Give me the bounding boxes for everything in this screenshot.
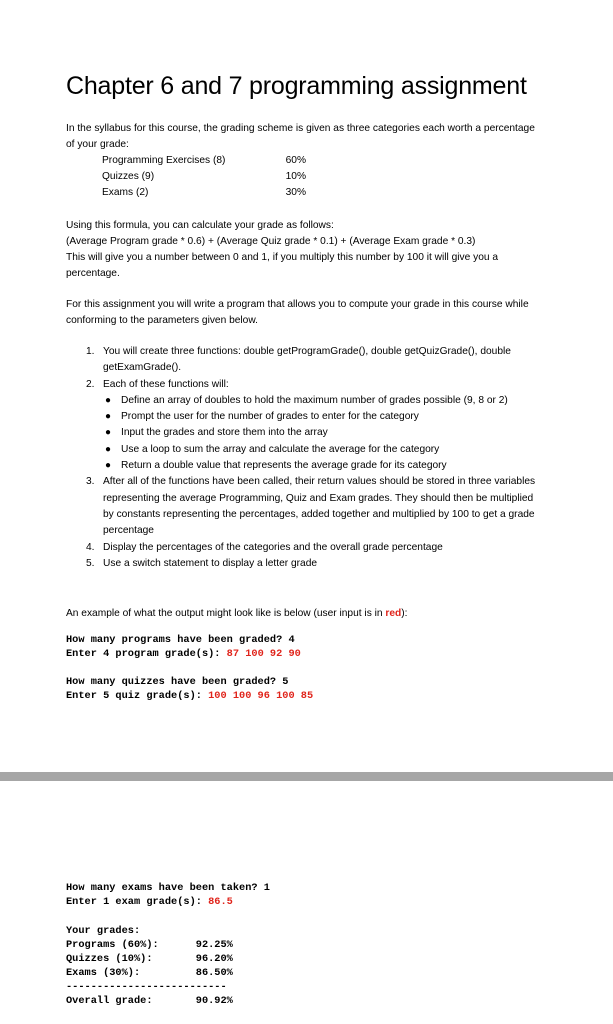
list-item-text: You will create three functions: double getProgramGrade(), double getQuizGrade(), double getExamGrade(). [103,346,511,374]
sub-list-item [103,393,546,409]
list-item-text: Each of these functions will: [103,378,229,390]
output-prompt: Enter 5 quiz grade(s): [66,690,209,702]
output-line: Programs (60%): 92.25% [66,939,233,951]
sub-list [103,393,546,474]
list-number: 3. [86,476,95,488]
bullet-icon: ● [105,411,112,423]
user-input: 86.5 [208,896,233,908]
sub-item-text: Prompt the user for the number of grades to enter for the category [121,411,419,423]
sample-output-programs [66,633,301,661]
list-number: 1. [86,346,95,357]
list-item-text: After all of the functions have been called, their return values should be stored in three variables representing the average Programming, Quiz and Exam grades. They should then be multiplied by constants representing the percentages, added together and multiplied by 100 to get a grade percentage [103,476,536,537]
formula-paragraph [66,218,546,282]
sub-list-item [103,458,546,474]
example-text: An example of what the output might look like is below (user input is in [66,608,386,619]
output-line: Quizzes (10%): 96.20% [66,953,233,965]
bullet-icon: ● [105,394,112,406]
list-item [66,540,546,556]
output-line: How many programs have been graded? 4 [66,634,295,646]
formula-line: This will give you a number between 0 and 1, if you multiply this number by 100 it will give you a percentage. [66,252,499,279]
grade-weights-table [102,153,306,201]
example-text-end: ): [401,608,408,619]
output-line [66,895,270,909]
list-number: 5. [86,557,95,569]
list-item [66,377,546,475]
list-item [66,344,546,377]
bullet-icon: ● [105,427,112,439]
sample-output-exams [66,881,270,909]
list-item [66,556,546,572]
weight-row [102,185,306,201]
weight-percent: 60% [285,155,306,166]
weight-category: Quizzes (9) [102,171,155,182]
requirements-list [66,344,546,572]
output-line: How many exams have been taken? 1 [66,882,270,894]
bullet-icon: ● [105,460,112,472]
user-input: 100 100 96 100 85 [208,690,314,702]
formula-line: Using this formula, you can calculate your grade as follows: [66,220,334,231]
list-item [66,474,546,539]
output-line: -------------------------- [66,981,227,993]
sample-output-summary [66,924,233,1008]
list-item-text: Display the percentages of the categories and the overall grade percentage [103,541,443,553]
weight-row [102,169,306,185]
bullet-icon: ● [105,443,112,455]
weight-percent: 10% [285,171,306,182]
weight-percent: 30% [285,187,306,198]
intro-paragraph: In the syllabus for this course, the grading scheme is given as three categories each worth a percentage of your grade: [66,123,535,150]
sub-item-text: Define an array of doubles to hold the maximum number of grades possible (9, 8 or 2) [121,394,508,406]
sub-item-text: Use a loop to sum the array and calculate the average for the category [121,443,440,455]
assignment-paragraph: For this assignment you will write a program that allows you to compute your grade in this course while conforming to the parameters given below. [66,299,529,326]
example-highlight: red [385,608,402,619]
weight-row [102,153,306,169]
list-number: 4. [86,541,95,553]
output-line: Exams (30%): 86.50% [66,967,233,979]
list-item-text: Use a switch statement to display a letter grade [103,557,318,569]
page-title: Chapter 6 and 7 programming assignment [66,72,527,100]
output-line: How many quizzes have been graded? 5 [66,676,289,688]
output-line: Overall grade: 90.92% [66,995,233,1007]
list-number: 2. [86,378,95,390]
weight-category: Exams (2) [102,187,149,198]
sub-list-item [103,425,546,441]
sub-item-text: Input the grades and store them into the array [121,427,328,439]
output-prompt: Enter 1 exam grade(s): [66,896,209,908]
output-line [66,647,301,661]
example-intro [66,606,546,622]
formula-line: (Average Program grade * 0.6) + (Average Quiz grade * 0.1) + (Average Exam grade * 0.3) [66,236,476,247]
output-line: Your grades: [66,925,141,937]
output-line [66,689,313,703]
output-prompt: Enter 4 program grade(s): [66,648,227,660]
sub-item-text: Return a double value that represents the average grade for its category [121,460,447,472]
sub-list-item [103,409,546,425]
sub-list-item [103,442,546,458]
user-input: 87 100 92 90 [226,648,301,660]
weight-category: Programming Exercises (8) [102,155,226,166]
sample-output-quizzes [66,675,313,703]
